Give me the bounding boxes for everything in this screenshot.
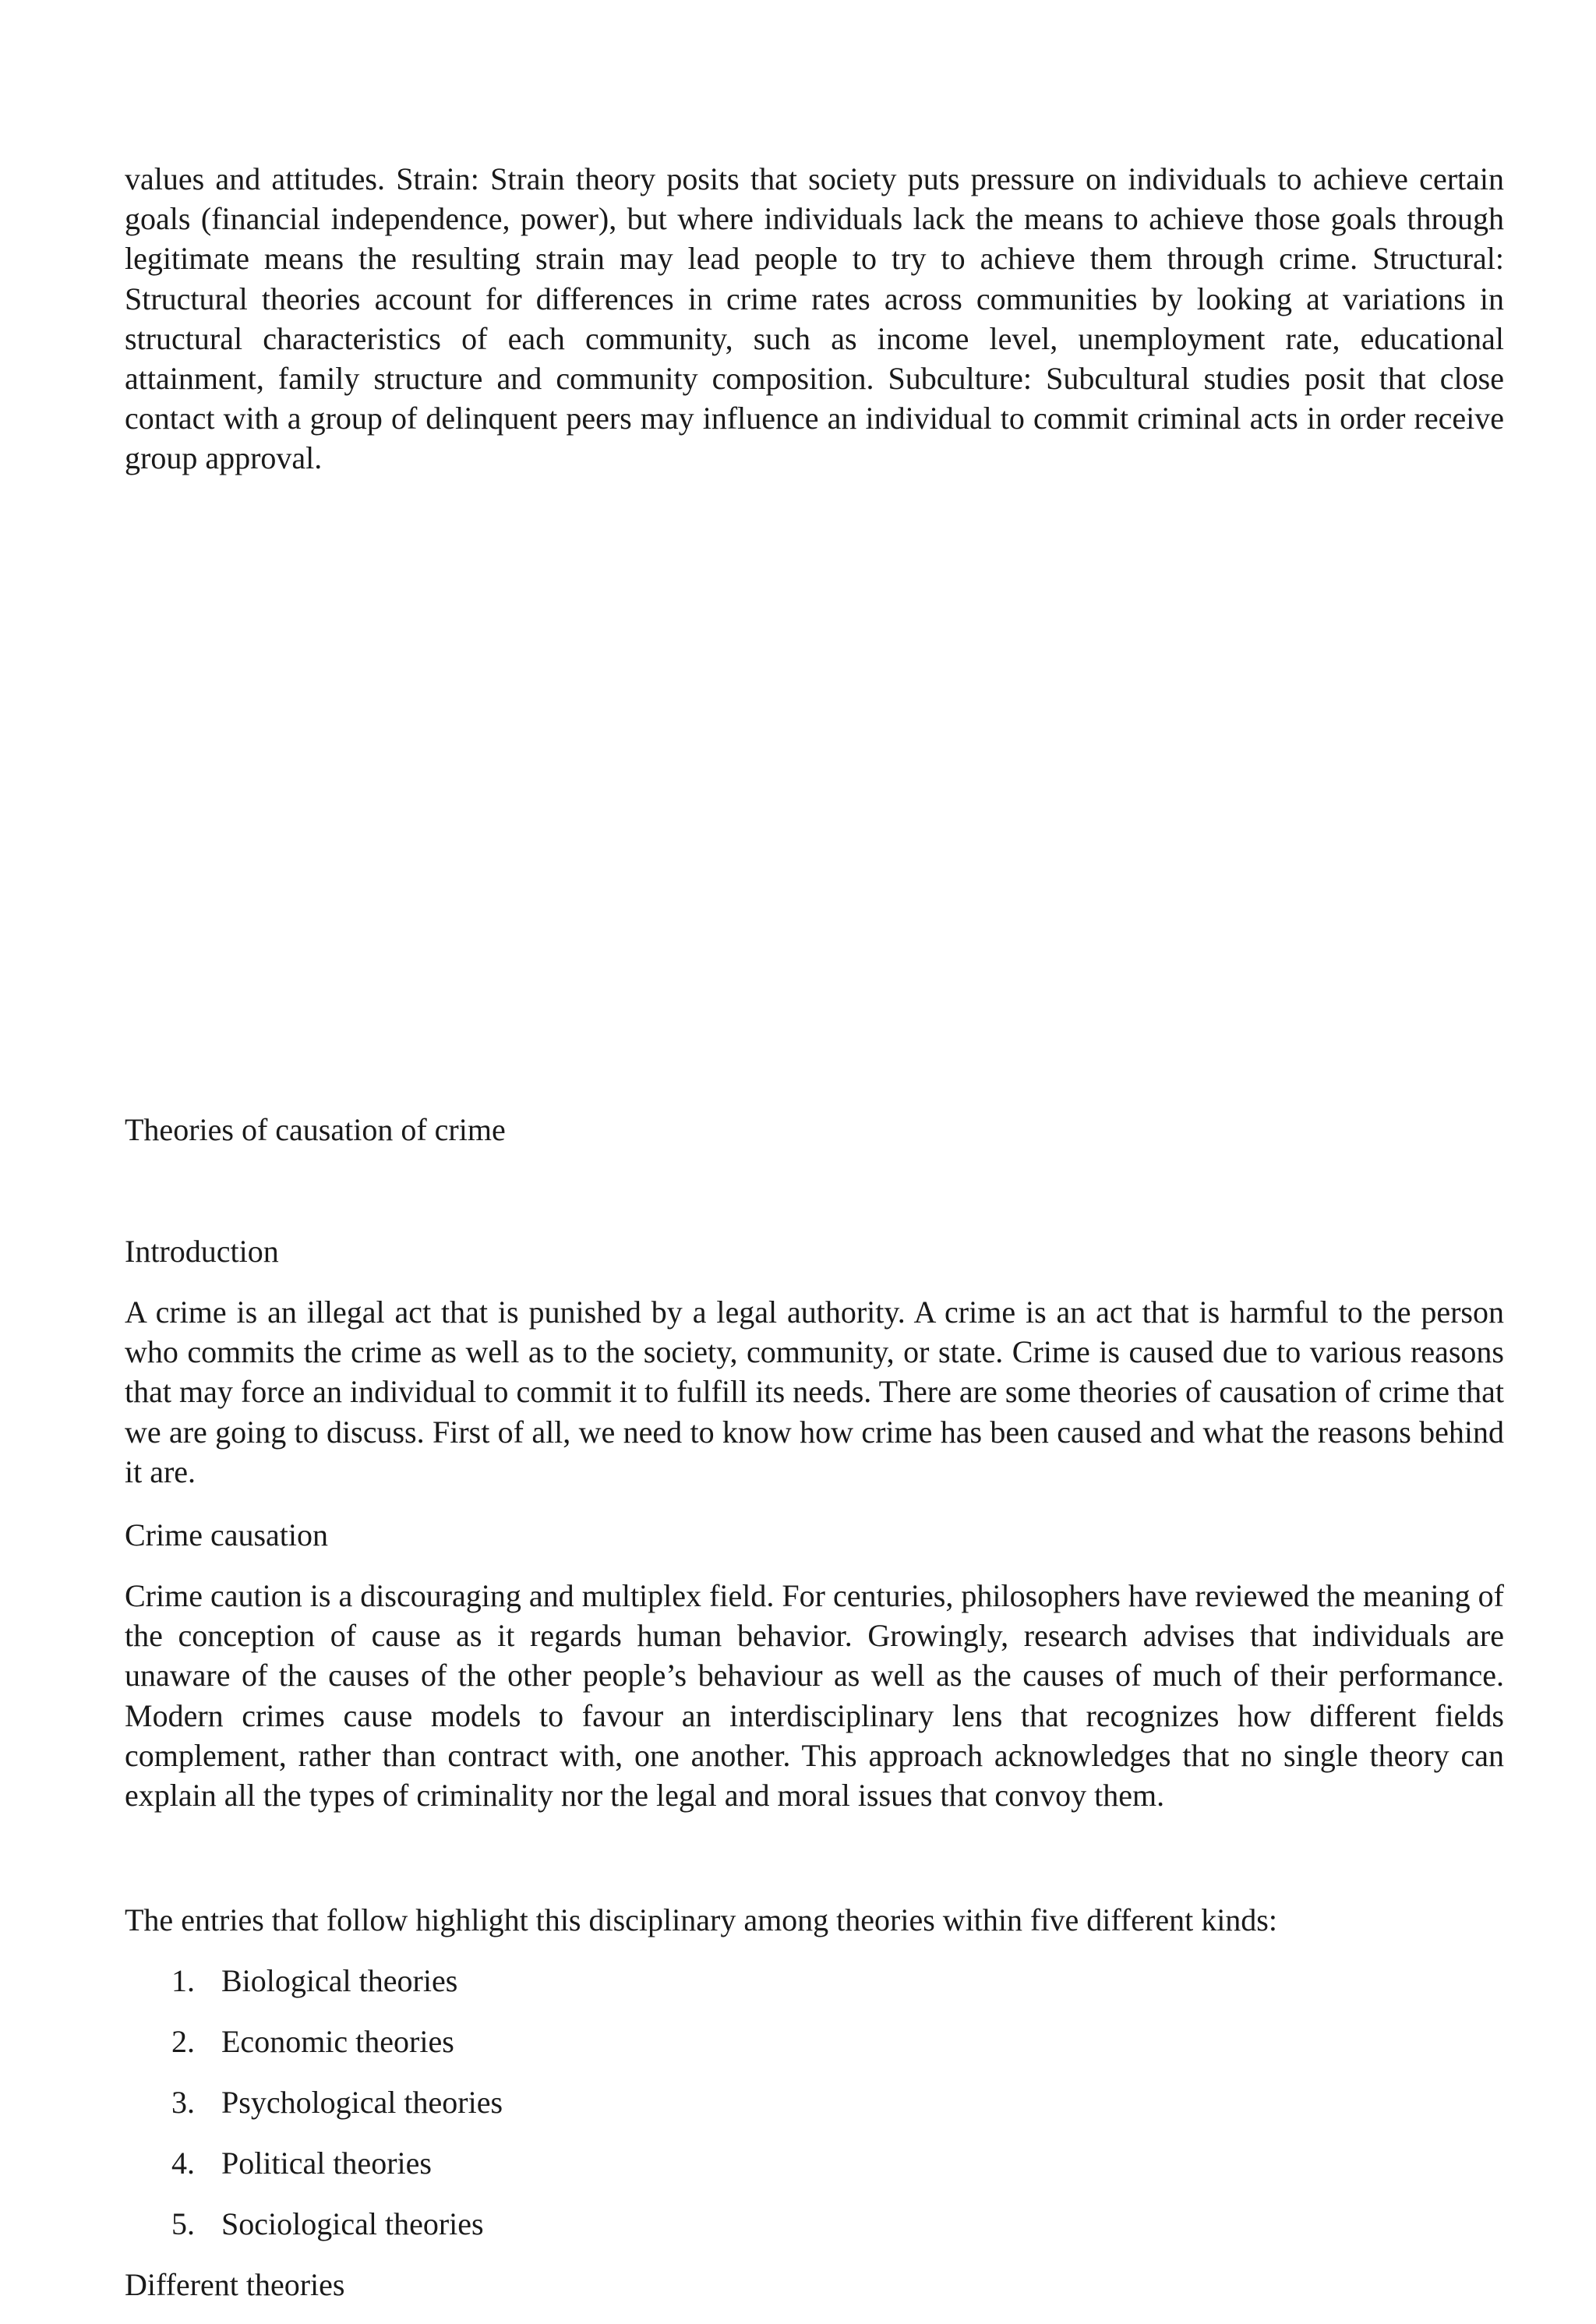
introduction-paragraph: A crime is an illegal act that is punished by a legal authority. A crime is an act that is harmful to the person who commits the crime as well as to the society, community, or state. Crime is caused due to various reasons that may force an individual to commit it to fulfill its needs. There are some theories of causation of crime that we are going to discuss. First of all, we need to know how crime has been caused and what the reasons behind it are. bbox=[125, 1294, 1504, 1489]
introduction-heading: Introduction bbox=[125, 1234, 279, 1269]
list-item-number: 5. bbox=[171, 2206, 195, 2241]
list-item-label: Economic theories bbox=[221, 2024, 454, 2059]
list-item-number: 4. bbox=[171, 2146, 195, 2181]
continued-paragraph: values and attitudes. Strain: Strain theory posits that society puts pressure on individuals to achieve certain goals (financial independence, power), but where individuals lack the means to achieve those goals through legitimate means the resulting strain may lead people to try to achieve them through crime. Structural: Structural theories account for differences in crime rates across communities by looking at variations in structural characteristics of each community, such as income level, unemployment rate, educational attainment, family structure and community composition. Subculture: Subcultural studies posit that close contact with a group of delinquent peers may influence an individual to commit criminal acts in order receive group approval. bbox=[125, 161, 1504, 476]
list-item-number: 3. bbox=[171, 2085, 195, 2120]
different-theories-heading: Different theories bbox=[125, 2267, 345, 2302]
crime-causation-heading: Crime causation bbox=[125, 1517, 329, 1552]
list-item-label: Political theories bbox=[221, 2146, 432, 2181]
document-title: Theories of causation of crime bbox=[125, 1112, 506, 1147]
entries-intro: The entries that follow highlight this disciplinary among theories within five different kinds: bbox=[125, 1902, 1277, 1937]
crime-causation-paragraph: Crime caution is a discouraging and multiplex field. For centuries, philosophers have reviewed the meaning of the conception of cause as it regards human behavior. Growingly, research advises that individuals are unaware of the causes of the other people’s behaviour as well as the causes of much of their performance. Modern crimes cause models to favour an interdisciplinary lens that recognizes how different fields complement, rather than contract with, one another. This approach acknowledges that no single theory can explain all the types of criminality nor the legal and moral issues that convoy them. bbox=[125, 1578, 1504, 1814]
list-item-number: 2. bbox=[171, 2024, 195, 2059]
list-item-label: Psychological theories bbox=[221, 2085, 503, 2120]
list-item-number: 1. bbox=[171, 1963, 195, 1998]
list-item-label: Sociological theories bbox=[221, 2206, 484, 2241]
list-item-label: Biological theories bbox=[221, 1963, 458, 1998]
